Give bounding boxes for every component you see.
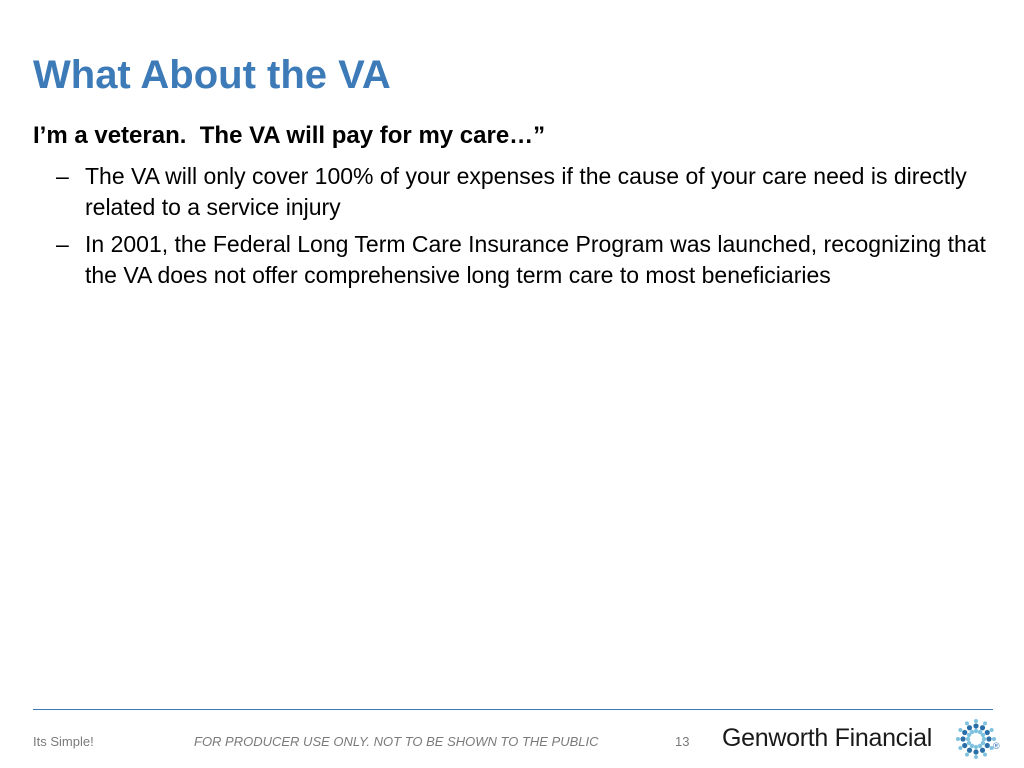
bullet-list bbox=[56, 161, 986, 297]
logo-dot bbox=[985, 743, 990, 748]
footer-disclaimer: FOR PRODUCER USE ONLY. NOT TO BE SHOWN TO THE PUBLIC bbox=[194, 734, 599, 749]
logo-dot bbox=[980, 725, 985, 730]
logo-dot bbox=[962, 730, 967, 735]
logo-dot bbox=[965, 753, 969, 757]
logo-dot bbox=[970, 730, 974, 734]
logo-dot bbox=[973, 723, 978, 728]
logo-dot bbox=[986, 736, 991, 741]
starburst-logo-icon bbox=[955, 718, 997, 760]
logo-dot bbox=[960, 736, 965, 741]
logo-dot bbox=[974, 719, 978, 723]
bullet-item bbox=[56, 161, 986, 223]
bullet-item bbox=[56, 229, 986, 291]
logo-dot bbox=[983, 721, 987, 725]
logo-dot bbox=[956, 737, 960, 741]
logo-dot bbox=[958, 746, 962, 750]
brand-name: Genworth Financial bbox=[722, 724, 932, 752]
logo-dot bbox=[967, 741, 971, 745]
logo-dot bbox=[966, 737, 970, 741]
logo-dot bbox=[981, 733, 985, 737]
bullet-text: The VA will only cover 100% of your expenses if the cause of your care need is directly related to a service injury bbox=[85, 163, 967, 220]
slide-title: What About the VA bbox=[33, 53, 391, 97]
logo-dot bbox=[958, 728, 962, 732]
footer-divider bbox=[33, 709, 993, 710]
registered-mark: ® bbox=[993, 741, 1000, 751]
logo-dot bbox=[974, 755, 978, 759]
bullet-dash: – bbox=[56, 163, 69, 189]
logo-dot bbox=[985, 730, 990, 735]
logo-dot bbox=[965, 721, 969, 725]
logo-dot bbox=[973, 749, 978, 754]
slide-subheading: I’m a veteran. The VA will pay for my care…” bbox=[33, 122, 546, 149]
logo-dot bbox=[974, 729, 978, 733]
logo-dot bbox=[978, 744, 982, 748]
logo-dot bbox=[982, 737, 986, 741]
logo-dot bbox=[980, 748, 985, 753]
bullet-text: In 2001, the Federal Long Term Care Insurance Program was launched, recognizing that the VA does not offer comprehensive long term care to most beneficiaries bbox=[85, 231, 986, 288]
logo-dot bbox=[974, 745, 978, 749]
bullet-dash: – bbox=[56, 231, 69, 257]
logo-dot bbox=[967, 725, 972, 730]
logo-dot bbox=[983, 753, 987, 757]
logo-dot bbox=[962, 743, 967, 748]
page-number: 13 bbox=[675, 734, 690, 749]
logo-dot bbox=[967, 748, 972, 753]
logo-dot bbox=[990, 728, 994, 732]
footer-tagline: Its Simple! bbox=[33, 734, 94, 749]
